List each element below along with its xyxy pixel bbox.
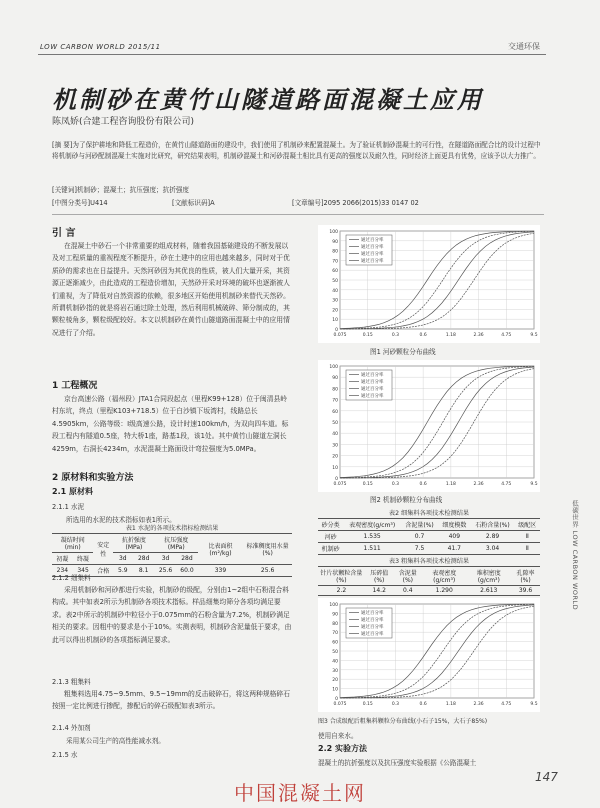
fig2-chart [318,360,540,492]
t3-cell: 2.2 [318,586,365,596]
t2-cell: Ⅱ [515,531,540,543]
intro-text: 在混凝土中砂石一个非常重要的组成材料，随着我国基础建设的不断发展以及对工程质量的重视程度不断提升，砂在土建中的应用也越来越多，同时对于优质砂的需求也在日益提升。天然河砂因为其优良的性质，被人们大量开采，其资源正逐渐减少，由此造成的工程造价增加，天然砂开采对环境的破坏也逐渐被人们重视，为了降低对自然资源的依赖，很多地区开始使用机制砂来替代天然砂。所谓机制砂指的就是将岩石通过除土处理，然后利用机械破碎、筛分制成的，其颗粒棱角多，颗粒级配较好。本文以机制砂在黄竹山隧道路面混凝土中的应用情况进行了介绍。 [52,242,290,337]
classification-meta [52,197,544,207]
legend-label: 通过百分率 [361,238,384,243]
x-tick-label: 9.5 [530,702,538,707]
t3-head: 含泥量(%) [394,567,422,586]
t1-head-area: 比表面积(m²/kg) [198,534,244,565]
side-journal-label: 低碳世界 LOW CARBON WORLD [571,500,579,611]
t1-cell: 5.9 [113,565,133,577]
t2-cell: Ⅱ [515,543,540,555]
x-tick-label: 0.075 [333,333,347,338]
journal-header: LOW CARBON WORLD 2015/11 [40,43,161,51]
article-number: [文章编号]2095 2066(2015)33 0147 02 [292,199,419,207]
t1-sub: 28d [176,553,197,565]
t2-head: 石粉含量(%) [470,519,514,531]
t3-head: 针片状颗粒含量(%) [318,567,365,586]
x-tick-label: 0.3 [391,702,400,707]
y-tick-label: 0 [335,328,338,333]
y-tick-label: 10 [332,318,338,324]
header-rule [38,54,546,55]
fig1-caption: 图1 河砂颗粒分布曲线 [370,348,436,356]
y-tick-label: 30 [332,298,338,304]
y-tick-label: 50 [332,421,338,426]
t3-cell: 0.4 [394,586,422,596]
t2-cell: 409 [438,531,470,543]
t2-cell: 河砂 [318,531,343,543]
y-tick-label: 40 [332,659,338,665]
t2-cell: 2.89 [470,531,514,543]
author-line: 陈凤娇(合建工程咨询股份有限公司) [52,117,195,127]
y-tick-label: 40 [332,432,338,438]
y-tick-label: 70 [332,631,338,637]
t2-cell: 0.7 [401,531,438,543]
legend-label: 通过百分率 [361,245,384,250]
section-2-1-heading: 2.1 原材料 [52,487,93,496]
y-tick-label: 80 [332,249,338,255]
section-2-1-4-heading: 2.1.4 外加剂 [52,724,91,732]
table2 [318,518,540,555]
legend-label: 通过百分率 [361,632,384,637]
t1-sub: 初凝 [52,553,73,565]
fig2-caption: 图2 机制砂颗粒分布曲线 [370,496,443,504]
y-tick-label: 20 [332,454,338,460]
section-2-heading: 2 原材料和实验方法 [52,473,134,483]
t2-cell: 7.5 [401,543,438,555]
y-tick-label: 60 [332,640,338,646]
section-2-1-1-heading: 2.1.1 水泥 [52,503,85,511]
y-tick-label: 100 [329,603,338,608]
fig1-chart [318,225,540,343]
t1-head-water: 标准稠度用水量(%) [243,534,292,565]
y-tick-label: 60 [332,269,338,275]
t2-cell: 1.511 [343,543,401,555]
y-tick-label: 90 [332,612,338,618]
t1-cell: 345 [73,565,94,577]
x-tick-label: 0.3 [391,333,400,338]
t2-head: 级配区 [515,519,540,531]
y-tick-label: 100 [329,365,338,370]
watermark: 中国混凝土网 [234,781,366,805]
y-tick-label: 80 [332,621,338,627]
y-tick-label: 90 [332,239,338,245]
table1 [52,533,292,577]
t3-head: 孔隙率(%) [511,567,540,586]
page-number: 147 [535,770,558,784]
x-tick-label: 1.18 [445,702,456,707]
y-tick-label: 70 [332,259,338,265]
abstract: [摘 要]为了保护耕地和降低工程造价，在黄竹山隧道路面的建设中，我们使用了机制砂来配置混凝土。为了验证机制砂混凝土的可行性，在隧道路面配合比的设计过程中将机制砂与河砂配制混凝土实施对比研究，研究结果表明，机制砂混凝土和河砂混凝土相比具有更高的强度以及耐久性，同时经济上面更具有优势，应该予以大力推广。 [52,141,541,160]
t1-head-setting: 凝结时间(min) [52,534,93,553]
y-tick-label: 90 [332,376,338,382]
x-tick-label: 2.36 [473,702,484,707]
section-2-1-5-heading: 2.1.5 水 [52,751,78,759]
t1-cell: 234 [52,565,73,577]
t3-head: 压碎值(%) [365,567,394,586]
section-2-2-heading: 2.2 实验方法 [318,744,367,753]
table1-caption: 表1 水泥的各项技术指标检测结果 [125,525,219,532]
t2-head: 细度模数 [438,519,470,531]
fig3-caption: 图3 合成级配后粗集料颗粒分布曲线(小石子15%，大石子85%) [318,718,488,725]
t2-cell: 1.535 [343,531,401,543]
section-2-1-1-text: 所选用的水泥的技术指标如表1所示。 [66,516,176,524]
x-tick-label: 4.75 [501,702,512,707]
t1-cell: 339 [198,565,244,577]
x-tick-label: 0.15 [362,333,373,338]
legend-label: 通过百分率 [361,625,384,630]
t1-cell: 8.1 [133,565,155,577]
water-note: 使用自来水。 [318,732,358,740]
section-2-1-4-text: 采用某公司生产的高性能减水剂。 [66,737,165,745]
x-tick-label: 4.75 [501,333,512,338]
t3-head: 表观密度(g/cm³) [422,567,467,586]
doc-code: [文献标识码]A [172,199,215,207]
section-2-1-2-heading: 2.1.2 细集料 [52,574,91,582]
x-tick-label: 0.3 [391,482,400,487]
legend-label: 通过百分率 [361,380,384,385]
legend-label: 通过百分率 [361,387,384,392]
x-tick-label: 1.18 [445,333,456,338]
section-label: 交通环保 [508,42,540,51]
x-tick-label: 0.15 [362,702,373,707]
section-1-heading: 1 工程概况 [52,381,98,391]
section-2-2-text: 混凝土的抗折强度以及抗压强度实验根据《公路混凝土 [318,759,477,767]
legend-label: 通过百分率 [361,252,384,257]
t2-head: 砂分类 [318,519,343,531]
x-tick-label: 0.6 [419,333,427,338]
y-tick-label: 20 [332,678,338,684]
clc-number: [中图分类号]U414 [52,199,108,207]
t2-head: 表观密度(g/cm³) [343,519,401,531]
t1-head-soundness: 安定性 [93,534,113,565]
t2-cell: 41.7 [438,543,470,555]
t1-head-flex: 抗折强度(MPa) [113,534,155,553]
y-tick-label: 50 [332,650,338,655]
y-tick-label: 80 [332,387,338,393]
t3-head: 堆积密度(g/cm³) [466,567,511,586]
section-1-text: 京台高速公路（福州段）JTA1合同段起点（里程K99+128）位于闽清县岭村东坑，终点（里程K103+718.5）位于白沙镇下坂湾村，线路总长4.5905km，公路等级：I级高速公路，设计时速100km/h，为双向四车道。标段工程内有隧道0.5座，特大桥1座，路基1段，该1处。其中黄竹山隧道左洞长4259m，右洞长4234m，水泥混凝土路面设计弯拉强度为5.0MPa。 [52,395,289,453]
intro-heading: 引 言 [52,228,76,239]
table3 [318,566,540,596]
section-2-1-2-text: 采用机制砂和河砂都进行实验，机制砂的级配，分别由1~2组中石粉混合料构成。其中如表2所示为机制砂各项技术指标。样品细集均筛分各项均满足要求。表2中所示的机制砂中粒径小于0.075mm的石粉含量为7.2%，机制砂满足相关的要求。因粗中的要求是小于10%。实测表明，机制砂含泥量低于要求，由此可以得出机制砂的各项指标满足要求。 [52,586,292,644]
t1-cell: 合格 [93,565,113,577]
y-tick-label: 10 [332,465,338,471]
t1-cell: 25.6 [243,565,292,577]
y-tick-label: 0 [335,477,338,482]
t3-cell: 39.6 [511,586,540,596]
y-tick-label: 70 [332,398,338,404]
fig3-chart [318,598,540,712]
x-tick-label: 1.18 [445,482,456,487]
legend-label: 通过百分率 [361,394,384,399]
t3-cell: 14.2 [365,586,394,596]
t2-cell: 3.04 [470,543,514,555]
t1-sub: 3d [155,553,176,565]
legend-label: 通过百分率 [361,259,384,264]
t1-cell: 25.6 [155,565,176,577]
y-tick-label: 60 [332,409,338,415]
t2-cell: 机制砂 [318,543,343,555]
abstract-divider [52,214,544,215]
y-tick-label: 30 [332,443,338,449]
x-tick-label: 0.15 [362,482,373,487]
t1-sub: 28d [133,553,155,565]
table3-caption: 表3 粗集料各项技术检测结果 [388,558,470,565]
t1-head-comp: 抗压强度(MPa) [155,534,198,553]
y-tick-label: 30 [332,668,338,674]
keywords: [关键词]机制砂；混凝土；抗压强度；抗折强度 [52,186,190,194]
y-tick-label: 40 [332,288,338,294]
x-tick-label: 4.75 [501,482,512,487]
legend-label: 通过百分率 [361,618,384,623]
x-tick-label: 2.36 [473,333,484,338]
x-tick-label: 0.6 [419,482,427,487]
legend-label: 通过百分率 [361,611,384,616]
legend-label: 通过百分率 [361,373,384,378]
y-tick-label: 20 [332,308,338,314]
t1-sub: 终凝 [73,553,94,565]
article-title: 机制砂在黄竹山隧道路面混凝土应用 [52,85,484,114]
x-tick-label: 9.5 [530,333,538,338]
table2-caption: 表2 细集料各项技术检测结果 [388,510,470,517]
t1-cell: 60.0 [176,565,197,577]
section-2-1-3-heading: 2.1.3 粗集料 [52,678,91,686]
t3-cell: 2.613 [466,586,511,596]
x-tick-label: 0.075 [333,482,347,487]
y-tick-label: 0 [335,697,338,702]
x-tick-label: 9.5 [530,482,538,487]
t3-cell: 1.290 [422,586,467,596]
y-tick-label: 50 [332,279,338,284]
x-tick-label: 2.36 [473,482,484,487]
x-tick-label: 0.6 [419,702,427,707]
x-tick-label: 0.075 [333,702,347,707]
t2-head: 含泥量(%) [401,519,438,531]
section-2-1-3-text: 粗集料选用4.75~9.5mm、9.5~19mm的反击破碎石，将这两种规格碎石按照一定比例进行掺配，掺配后的碎石级配如表3所示。 [52,690,291,711]
t1-sub: 3d [113,553,133,565]
y-tick-label: 10 [332,687,338,693]
y-tick-label: 100 [329,230,338,235]
